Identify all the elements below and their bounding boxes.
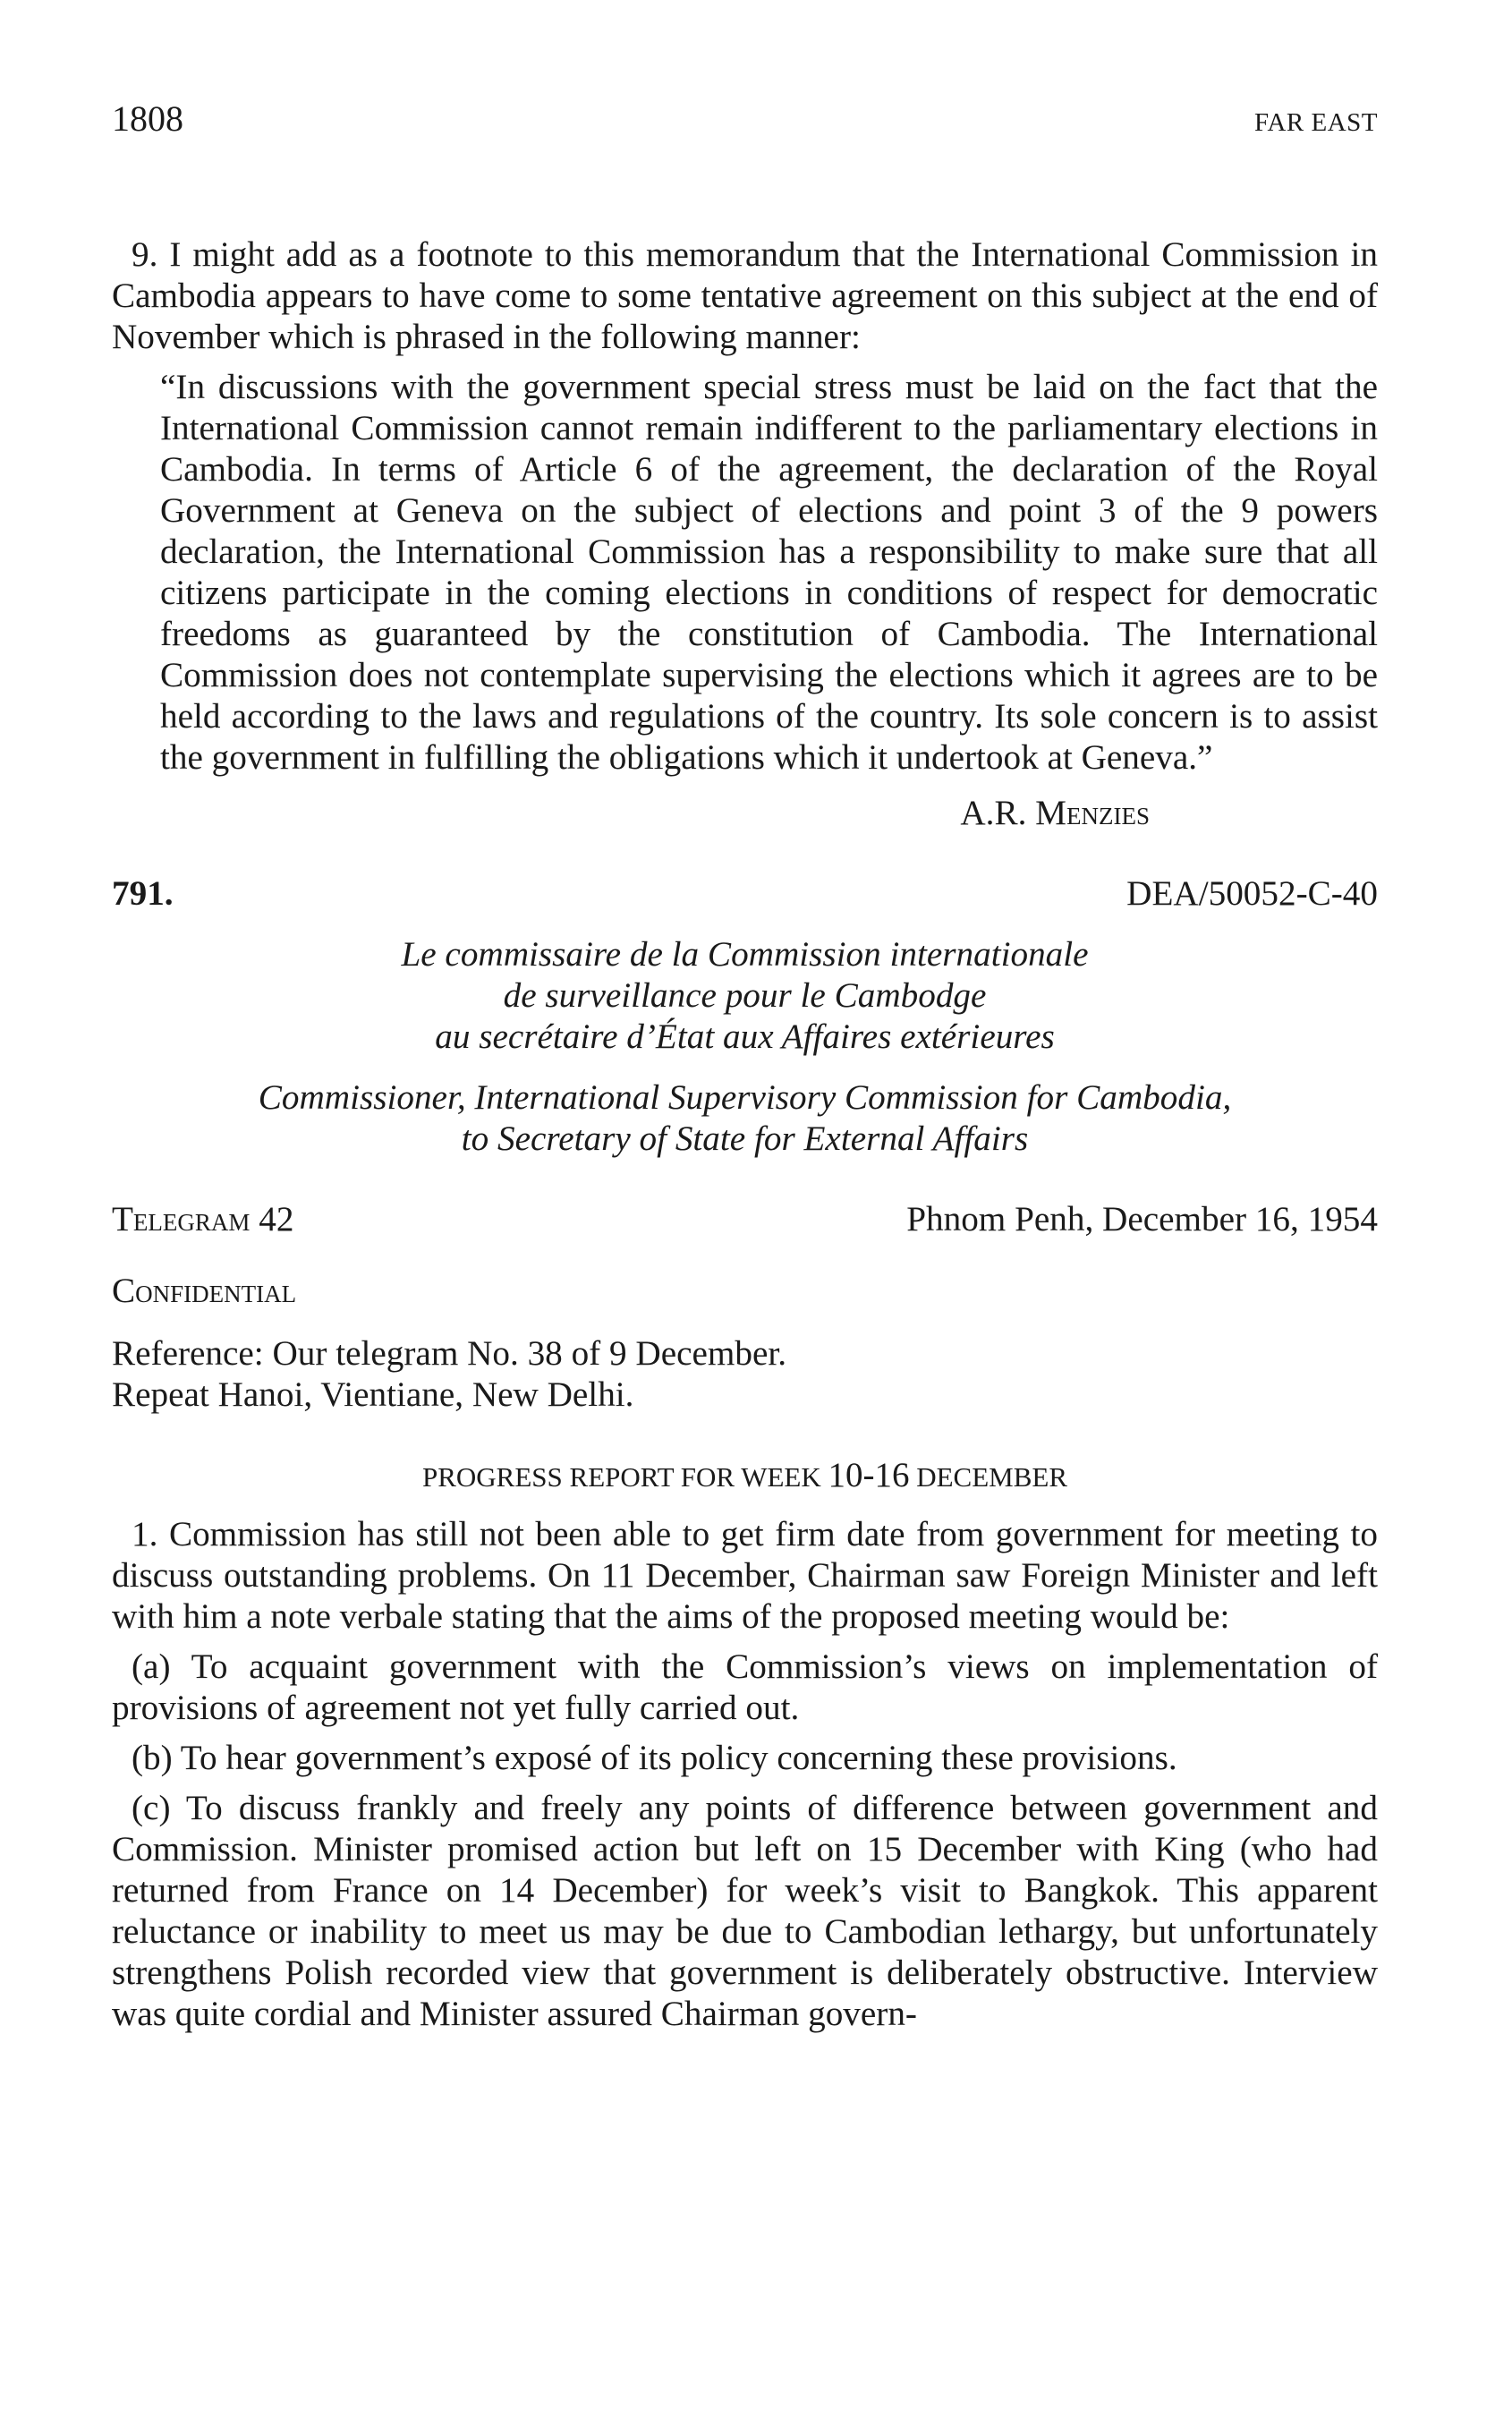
reference-block bbox=[112, 1333, 1378, 1416]
paragraph-b: (b) To hear government’s exposé of its policy concerning these provisions. bbox=[132, 1739, 1177, 1777]
paragraph-c: (c) To discuss frankly and freely any points of difference between government and Commission. Minister promised action but left on 15 December with King (who had returned from France on 14 December) for week’s visit to Bangkok. This apparent reluctance or inability to meet us may be due to Cambodian lethargy, but unfortunately strengthens Polish recorded view that government is deliberately obstructive. Interview was quite cordial and Minister assured Chairman govern- bbox=[112, 1789, 1378, 2033]
repeat-line: Repeat Hanoi, Vientiane, New Delhi. bbox=[112, 1375, 634, 1414]
document-number: 791. bbox=[112, 874, 174, 913]
telegram-number: Telegram 42 bbox=[112, 1200, 294, 1238]
running-head: FAR EAST bbox=[1253, 108, 1378, 137]
french-title-line: de surveillance pour le Cambodge bbox=[503, 976, 987, 1015]
signature: A.R. Menzies bbox=[960, 794, 1150, 832]
paragraph-1: 1. Commission has still not been able to get firm date from government for meeting to discuss outstanding problems. On 11 December, Chairman saw Foreign Minister and left with him a note verbale stating that the aims of the proposed meeting would be: bbox=[112, 1515, 1378, 1636]
memo-quote: “In discussions with the government special stress must be laid on the fact that the International Commission cannot remain indifferent to the parliamentary elections in Cambodia. In terms of Article 6 of the agreement, the declaration of the Royal Government at Geneva on the subject of elections and point 3 of the 9 powers declaration, the International Commission has a responsibility to make sure that all citizens participate in the coming elections in conditions of respect for democratic freedoms as guaranteed by the constitution of Cambodia. The International Commission does not contemplate supervising the elections which it agrees are to be held according to the laws and regulations of the country. Its sole concern is to assist the government in fulfilling the obligations which it undertook at Geneva.” bbox=[160, 368, 1378, 777]
telegram-line bbox=[112, 1199, 1378, 1240]
classification: Confidential bbox=[112, 1272, 297, 1310]
french-title-line: au secrétaire d’État aux Affaires extérieures bbox=[435, 1017, 1055, 1056]
document-titles bbox=[112, 934, 1378, 1160]
reference-line: Reference: Our telegram No. 38 of 9 December. bbox=[112, 1334, 787, 1373]
french-title-line: Le commissaire de la Commission internationale bbox=[401, 935, 1089, 974]
page-header bbox=[112, 98, 1378, 143]
file-reference: DEA/50052-C-40 bbox=[1126, 874, 1378, 913]
memo-paragraph-9: 9. I might add as a footnote to this memorandum that the International Commission in Cambodia appears to have come to some tentative agreement on this subject at the end of November which is phrased in the following manner: bbox=[112, 235, 1378, 356]
place-date: Phnom Penh, December 16, 1954 bbox=[906, 1200, 1378, 1238]
english-title-line: to Secretary of State for External Affairs bbox=[461, 1119, 1029, 1158]
paragraph-a: (a) To acquaint government with the Commission’s views on implementation of provisions of agreement not yet fully carried out. bbox=[112, 1647, 1378, 1727]
section-subheading: PROGRESS REPORT FOR WEEK 10-16 DECEMBER bbox=[421, 1456, 1068, 1494]
french-title bbox=[112, 934, 1378, 1058]
english-title-line: Commissioner, International Supervisory Commission for Cambodia, bbox=[258, 1078, 1232, 1117]
english-title bbox=[112, 1077, 1378, 1160]
document-heading bbox=[112, 873, 1378, 915]
page-number: 1808 bbox=[112, 98, 183, 139]
